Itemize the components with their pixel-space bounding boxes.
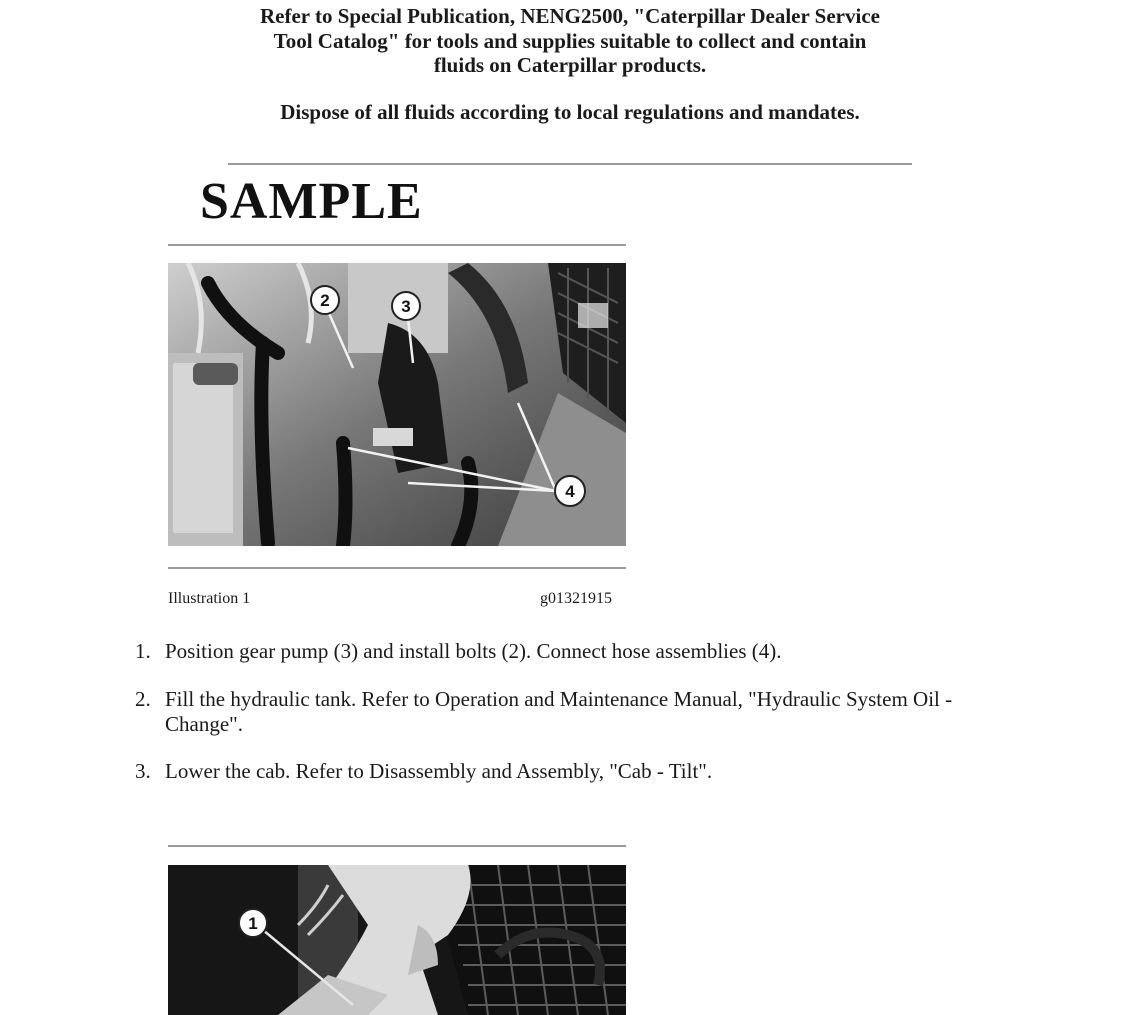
dispose-notice: Dispose of all fluids according to local regulations and mandates. [280, 100, 860, 124]
step-text: Lower the cab. Refer to Disassembly and Assembly, "Cab - Tilt". [165, 759, 713, 783]
callout-1: 1 [248, 914, 258, 933]
divider-top [228, 163, 912, 165]
divider-illustration-2-top [168, 845, 626, 847]
step-text [165, 687, 1025, 737]
step-text-line-1: Fill the hydraulic tank. Refer to Operation and Maintenance Manual, "Hydraulic System Oil - [165, 687, 953, 711]
step-number: 1. [135, 639, 151, 663]
illustration-2-photo [168, 865, 626, 1015]
notice-line-1: Refer to Special Publication, NENG2500, "Caterpillar Dealer Service [260, 4, 880, 28]
step-1 [135, 639, 1025, 664]
step-2 [135, 687, 1025, 737]
step-number: 3. [135, 759, 151, 783]
illustration-1-photo [168, 263, 626, 546]
step-3 [135, 759, 1025, 784]
step-number: 2. [135, 687, 151, 711]
step-text-line-2: Change". [165, 712, 243, 736]
notice-line-2: Tool Catalog" for tools and supplies suitable to collect and contain [273, 29, 867, 53]
callout-4: 4 [565, 482, 575, 501]
callout-3: 3 [401, 297, 411, 316]
callout-2: 2 [320, 291, 330, 310]
divider-illustration-1-top [168, 244, 626, 246]
notice-line-3: fluids on Caterpillar products. [433, 53, 707, 77]
divider-illustration-1-bottom [168, 567, 626, 569]
sample-watermark: SAMPLE [200, 173, 423, 230]
illustration-1-code: g01321915 [540, 590, 612, 607]
illustration-1-label: Illustration 1 [168, 590, 251, 607]
step-text: Position gear pump (3) and install bolts (2). Connect hose assemblies (4). [165, 639, 782, 663]
